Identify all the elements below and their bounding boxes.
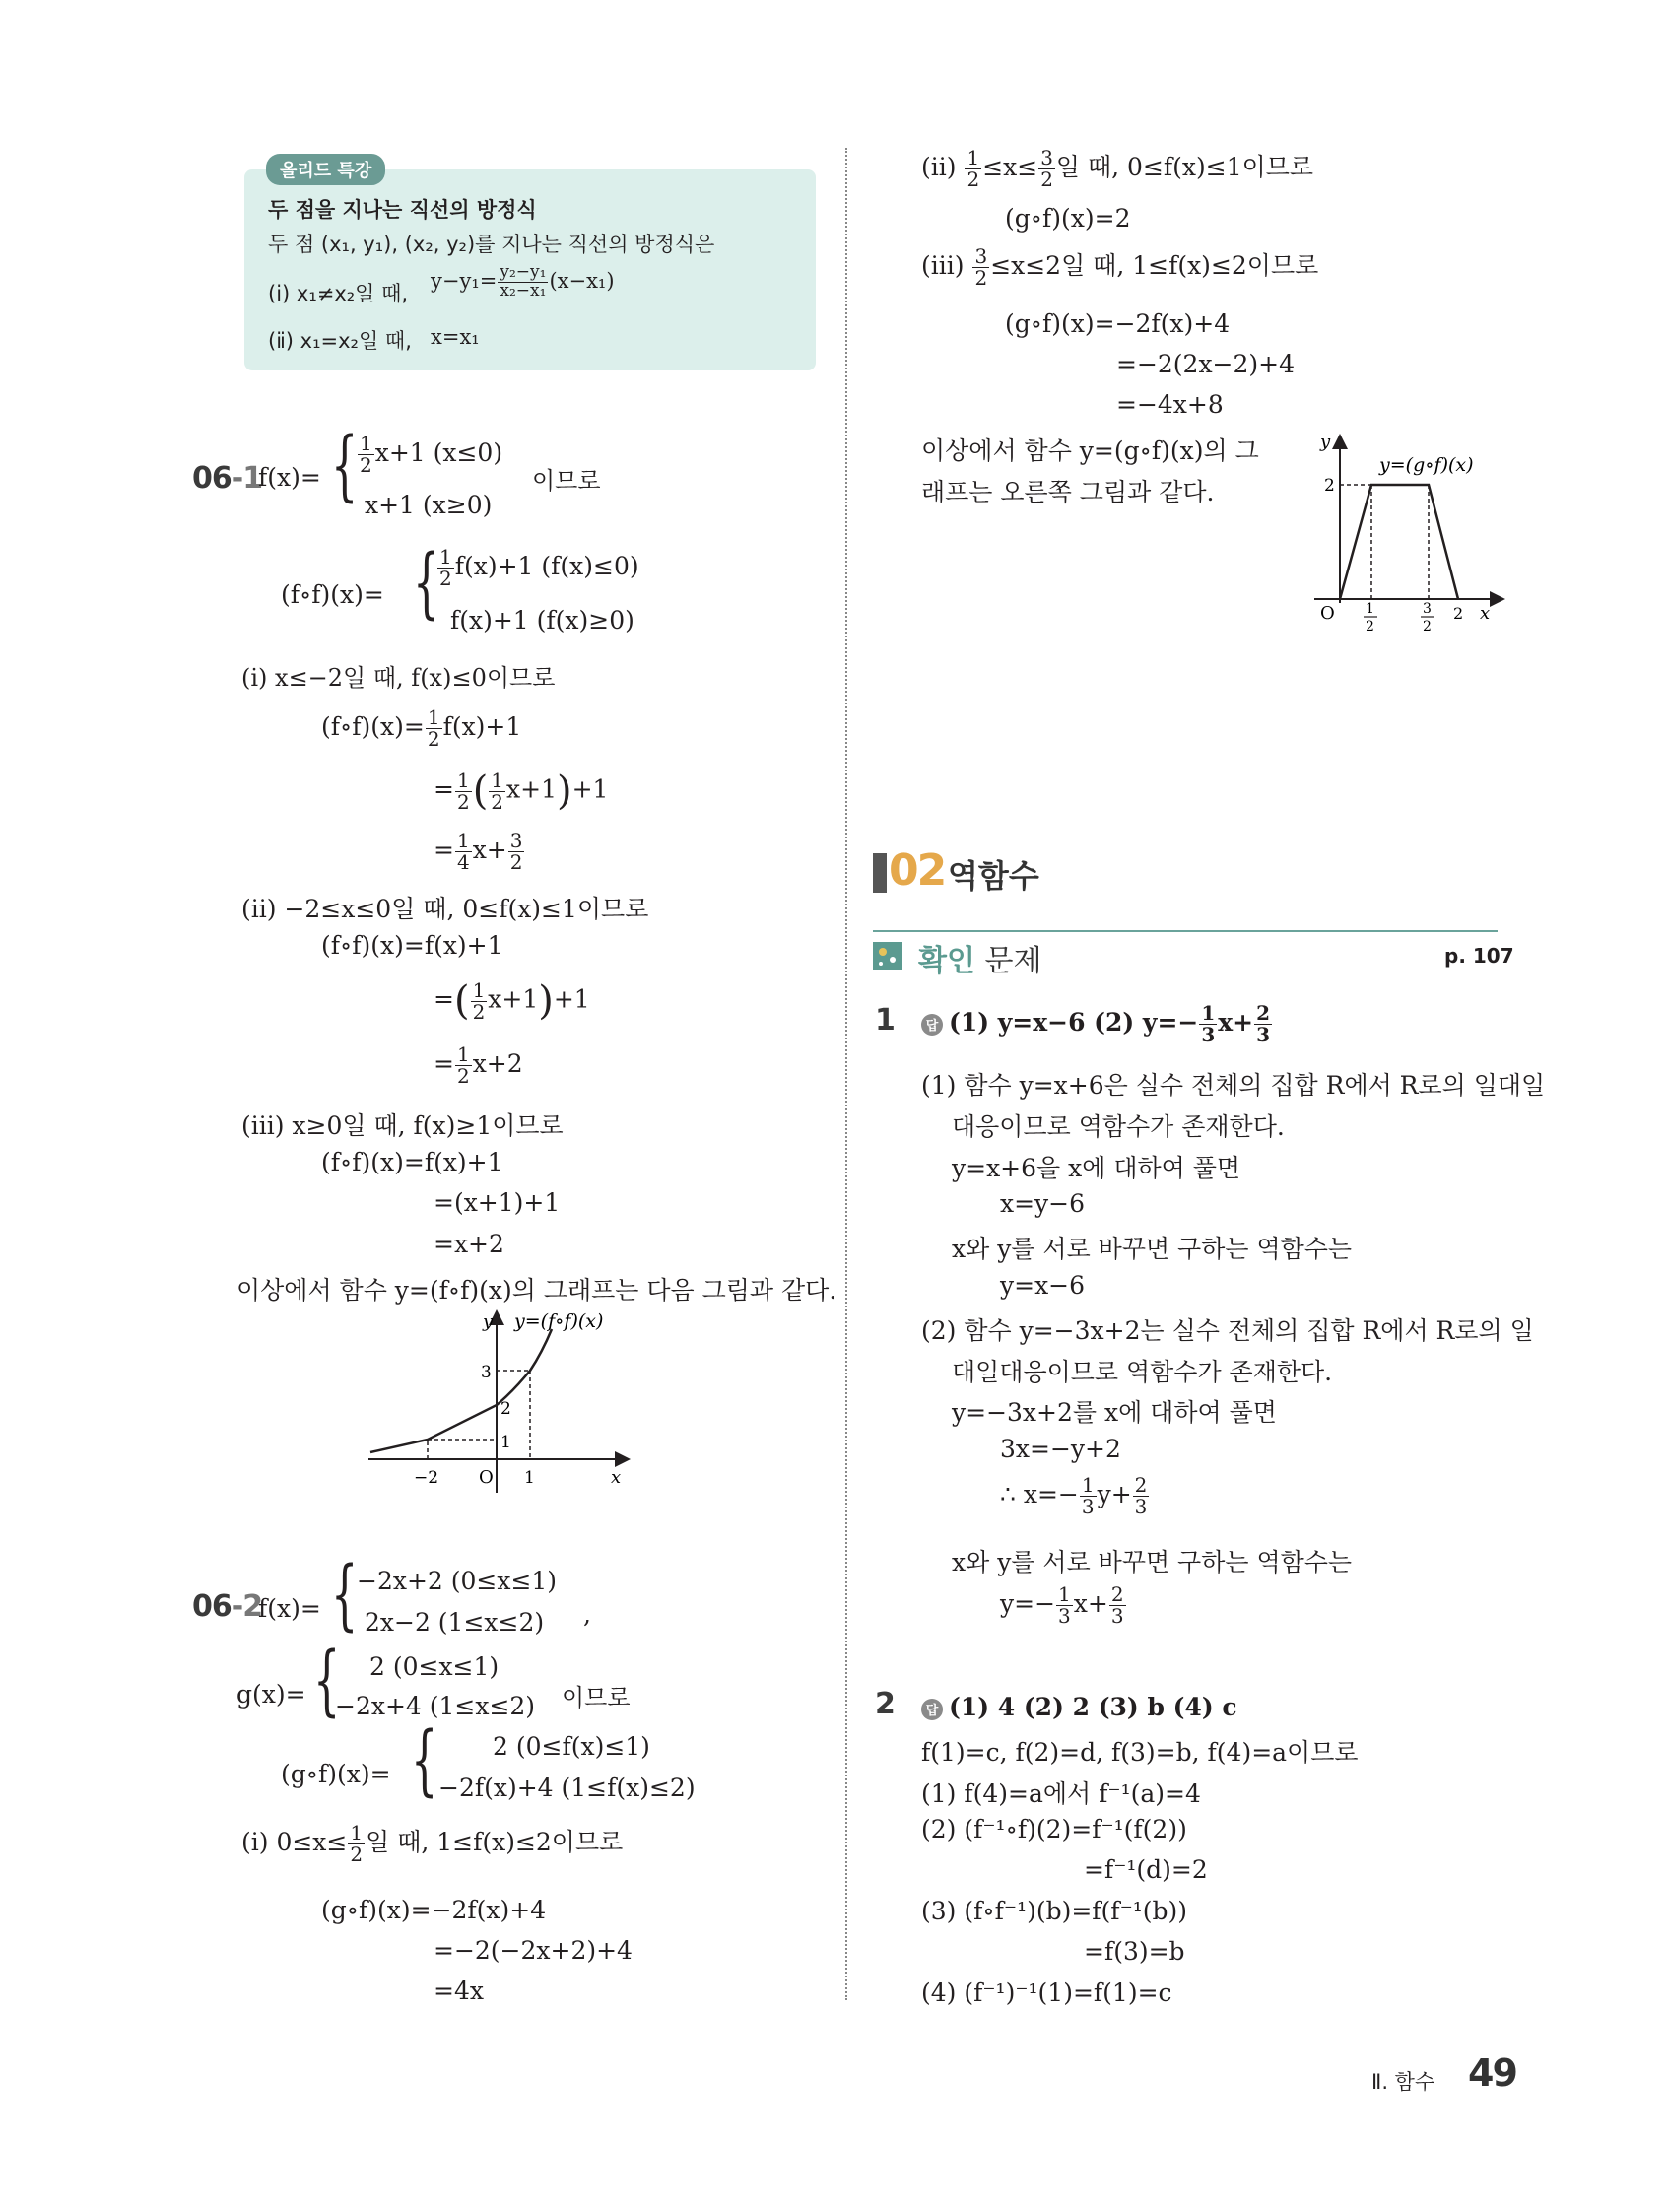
p061-c3-l3: =x+2	[434, 1230, 504, 1258]
p062-c2-head: (ⅱ) $\frac{1}{2}$ ≤x≤ $\frac{3}{2}$ 일 때, 0≤f(x)≤1이므로	[921, 146, 1314, 191]
q1-s2-l3: y=−3x+2를 x에 대하여 풀면	[952, 1398, 1277, 1427]
q1-s2-l5: ∴ x=− $\frac{1}{3}$ y+ $\frac{2}{3}$	[1000, 1473, 1148, 1518]
p061-c1-l3: = $\frac{1}{4}$ x+ $\frac{3}{2}$	[434, 829, 523, 874]
graph-gof-tick-half-den: 2	[1366, 619, 1374, 635]
graph-gof-origin: O	[1320, 603, 1335, 624]
q2-l4: =f⁻¹(d)=2	[1084, 1855, 1208, 1884]
graph-gof-tick-x2: 2	[1453, 604, 1464, 623]
p062-c3-l2: =−2(2x−2)+4	[1116, 350, 1296, 378]
graph-gof-tick-3half-num: 3	[1423, 601, 1432, 617]
graph-gof-tick-3half-den: 2	[1423, 619, 1432, 635]
q1-s1-l4: x=y−6	[1000, 1189, 1086, 1218]
column-divider	[845, 148, 847, 2000]
q1-s1-l1: (1) 함수 y=x+6은 실수 전체의 집합 R에서 R로의 일대일	[921, 1071, 1546, 1100]
p061-c2-l3: = $\frac{1}{2}$ x+2	[434, 1042, 523, 1088]
graph-fof-x-label: x	[611, 1467, 622, 1488]
p061-c1-l2: = $\frac{1}{2}$ ( $\frac{1}{2}$ x+1)+1	[434, 768, 609, 814]
graph-gof-tick-2: 2	[1324, 476, 1335, 496]
footer-page-number: 49	[1468, 2051, 1516, 2095]
tip-case2-label: (ⅱ) x₁=x₂일 때,	[268, 329, 412, 353]
graph-fof-y-label: y	[483, 1311, 494, 1332]
p061-c2-l2: =( $\frac{1}{2}$ x+1)+1	[434, 977, 590, 1024]
graph-fof-tick-1: 1	[500, 1433, 511, 1452]
q2-l2: (1) f(4)=a에서 f⁻¹(a)=4	[921, 1779, 1201, 1808]
graph-fof-curve-label: y=(f∘f)(x)	[514, 1310, 604, 1332]
p062-conclusion-1: 이상에서 함수 y=(g∘f)(x)의 그	[921, 436, 1259, 465]
p062-c1-l3: =4x	[434, 1977, 484, 2005]
left-brace-icon: {	[313, 1637, 341, 1725]
answer-badge-icon: 답	[921, 1699, 943, 1720]
section-number: 02	[889, 845, 946, 896]
left-brace-icon: {	[413, 539, 440, 628]
q1-s1-l6: y=x−6	[1000, 1271, 1086, 1300]
p061-c1-l1: (f∘f)(x)= $\frac{1}{2}$ f(x)+1	[321, 705, 522, 751]
p061-c2-l1: (f∘f)(x)=f(x)+1	[321, 931, 503, 960]
graph-gof-tick-half-num: 1	[1366, 601, 1374, 617]
q2-l1: f(1)=c, f(2)=d, f(3)=b, f(4)=a이므로	[921, 1738, 1359, 1767]
graph-gof-x-label: x	[1480, 603, 1491, 624]
q1-s2-l7: y=− $\frac{1}{3}$ x+ $\frac{2}{3}$	[1000, 1582, 1124, 1628]
answer-badge-icon: 답	[921, 1014, 943, 1036]
q2-l3: (2) (f⁻¹∘f)(2)=f⁻¹(f(2))	[921, 1815, 1187, 1843]
p061-c3-head: (ⅲ) x≥0일 때, f(x)≥1이므로	[241, 1111, 564, 1140]
graph-fof	[365, 1306, 631, 1498]
q2-l7: (4) (f⁻¹)⁻¹(1)=f(1)=c	[921, 1978, 1172, 2007]
p061-c3-l2: =(x+1)+1	[434, 1188, 561, 1217]
tip-title: 두 점을 지나는 직선의 방정식	[268, 198, 537, 222]
p061-conclusion: 이상에서 함수 y=(f∘f)(x)의 그래프는 다음 그림과 같다.	[236, 1276, 837, 1305]
p062-c2-l1: (g∘f)(x)=2	[1005, 204, 1131, 233]
q1-s1-l2: 대응이므로 역함수가 존재한다.	[952, 1112, 1285, 1141]
graph-fof-origin: O	[479, 1467, 494, 1488]
left-brace-icon: {	[411, 1716, 438, 1805]
p061-c1-head: (ⅰ) x≤−2일 때, f(x)≤0이므로	[241, 664, 556, 692]
q1-s1-l3: y=x+6을 x에 대하여 풀면	[952, 1154, 1241, 1182]
problem-number-06-2: 06-2	[192, 1589, 263, 1624]
footer-chapter: Ⅱ. 함수	[1371, 2070, 1435, 2094]
p062-c3-head: (ⅲ) $\frac{3}{2}$ ≤x≤2일 때, 1≤f(x)≤2이므로	[921, 244, 1319, 290]
problem-number-06-1: 06-1	[192, 461, 263, 496]
graph-gof	[1310, 434, 1507, 640]
q1-s2-l6: x와 y를 서로 바꾸면 구하는 역함수는	[952, 1548, 1353, 1576]
q1-s2-l1: (2) 함수 y=−3x+2는 실수 전체의 집합 R에서 R로의 일	[921, 1316, 1534, 1345]
tip-case1-eq: y−y₁= $\frac{\text{y₂−y₁}}{\text{x₂−x₁}}$ (x−x₁)	[431, 262, 615, 301]
q1-s1-l5: x와 y를 서로 바꾸면 구하는 역함수는	[952, 1235, 1353, 1263]
graph-fof-tick-m2: −2	[414, 1468, 439, 1488]
p062-c1-head: (ⅰ) 0≤x≤ $\frac{1}{2}$ 일 때, 1≤f(x)≤2이므로	[241, 1821, 624, 1866]
q1-s2-l4: 3x=−y+2	[1000, 1435, 1121, 1463]
graph-gof-curve-label: y=(g∘f)(x)	[1379, 454, 1474, 476]
check-page: p. 107	[1444, 944, 1514, 968]
section-marker	[873, 853, 887, 893]
check-title: 확인 문제	[918, 944, 1042, 978]
tip-case1-label: (ⅰ) x₁≠x₂일 때,	[268, 282, 409, 305]
p061-c2-head: (ⅱ) −2≤x≤0일 때, 0≤f(x)≤1이므로	[241, 895, 649, 923]
q2-number: 2	[875, 1687, 895, 1721]
q1-answer: 답 (1) y=x−6 (2) y=− $\frac{1}{3}$ x+ $\frac{2}{3}$	[921, 1003, 1273, 1045]
q2-l5: (3) (f∘f⁻¹)(b)=f(f⁻¹(b))	[921, 1897, 1188, 1925]
q1-number: 1	[875, 1003, 895, 1038]
p062-conclusion-2: 래프는 오른쪽 그림과 같다.	[921, 478, 1215, 506]
tip-line1: 두 점 (x₁, y₁), (x₂, y₂)를 지나는 직선의 방정식은	[268, 233, 715, 256]
left-brace-icon: {	[331, 422, 359, 510]
graph-fof-tick-x1: 1	[524, 1468, 535, 1488]
section-title: 역함수	[948, 857, 1039, 895]
left-brace-icon: {	[331, 1551, 359, 1640]
q1-s2-l2: 대일대응이므로 역함수가 존재한다.	[952, 1358, 1333, 1386]
graph-fof-tick-2: 2	[500, 1399, 511, 1419]
check-rule	[873, 930, 1498, 932]
p061-c3-l1: (f∘f)(x)=f(x)+1	[321, 1148, 503, 1176]
p062-c3-l3: =−4x+8	[1116, 390, 1224, 419]
tip-tag: 올리드 특강	[266, 154, 385, 185]
q2-l6: =f(3)=b	[1084, 1937, 1185, 1966]
tip-case2-eq: x=x₁	[431, 325, 480, 349]
graph-gof-y-label: y	[1320, 434, 1331, 452]
check-icon	[873, 936, 904, 972]
p062-c1-l1: (g∘f)(x)=−2f(x)+4	[321, 1896, 547, 1924]
p062-c1-l2: =−2(−2x+2)+4	[434, 1936, 633, 1965]
graph-fof-tick-3: 3	[481, 1363, 492, 1382]
p062-c3-l1: (g∘f)(x)=−2f(x)+4	[1005, 309, 1231, 338]
q2-answer: 답 (1) 4 (2) 2 (3) b (4) c	[921, 1693, 1237, 1721]
